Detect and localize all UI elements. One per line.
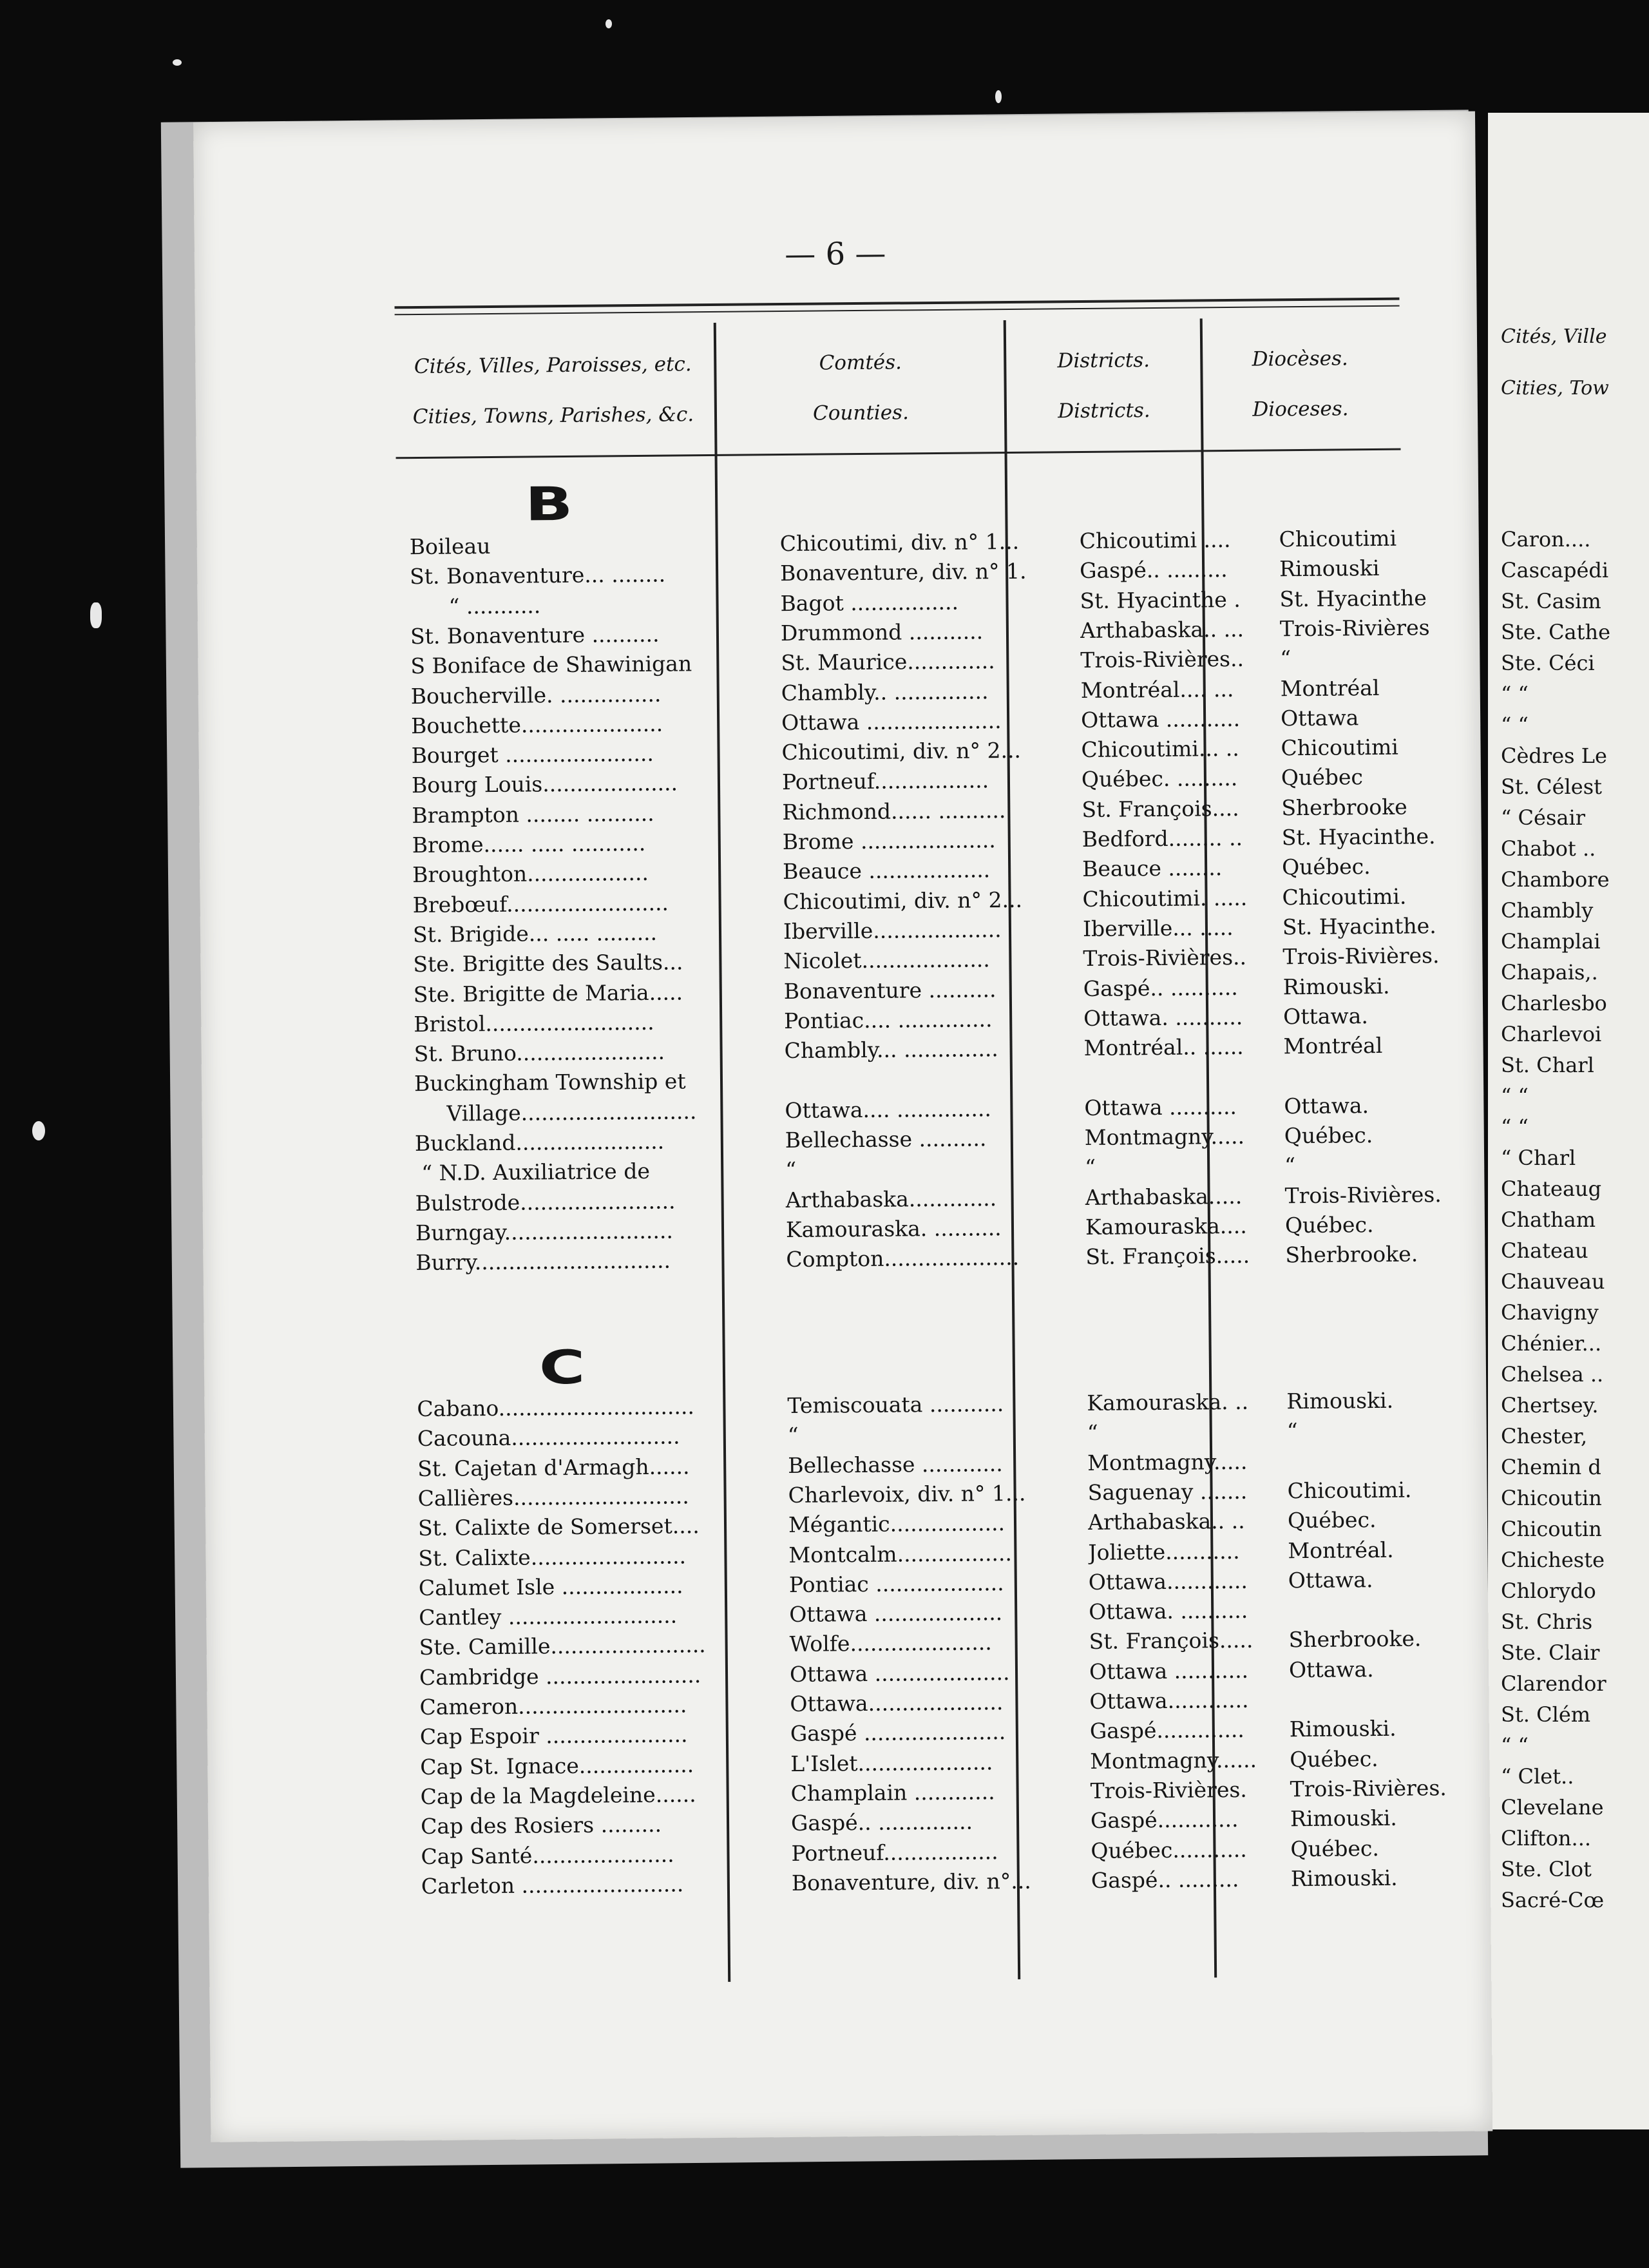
diocese-name: Montréal bbox=[1283, 1033, 1383, 1059]
county-name: Ottawa.................... bbox=[790, 1689, 1004, 1717]
facing-list-item: Chambore bbox=[1501, 867, 1610, 892]
county-name: Portneuf................. bbox=[781, 767, 989, 795]
facing-list-item: Charlevoi bbox=[1501, 1022, 1602, 1046]
column-header-fr: Cités, Villes, Paroisses, etc. bbox=[414, 352, 692, 379]
diocese-name: Québec. bbox=[1284, 1122, 1373, 1149]
facing-list-item: Chateaug bbox=[1501, 1177, 1602, 1201]
dust-speck bbox=[32, 1121, 45, 1140]
facing-list-item: Chicheste bbox=[1501, 1548, 1605, 1572]
diocese-name bbox=[1287, 1445, 1467, 1446]
county-name: Chicoutimi, div. n° 1... bbox=[779, 528, 1020, 557]
facing-column-header-fr: Cités, Ville bbox=[1501, 325, 1607, 348]
place-name: Boileau bbox=[409, 533, 491, 560]
district-name: Québec........... bbox=[1091, 1836, 1247, 1863]
place-name: Cabano............................. bbox=[417, 1394, 695, 1422]
place-name: Cameron......................... bbox=[419, 1692, 687, 1720]
diocese-name bbox=[1289, 1684, 1469, 1686]
county-name: Chicoutimi, div. n° 2... bbox=[781, 737, 1022, 765]
facing-list-item: Clarendor bbox=[1501, 1671, 1606, 1696]
facing-list-item: Chlorydo bbox=[1501, 1579, 1596, 1603]
diocese-name: Chicoutimi bbox=[1279, 525, 1397, 552]
district-name: Ottawa .......... bbox=[1084, 1093, 1237, 1120]
place-name: Cap Espoir ..................... bbox=[419, 1722, 688, 1750]
diocese-name: Sherbrooke. bbox=[1285, 1241, 1418, 1268]
facing-column-header-en: Cities, Tow bbox=[1501, 377, 1609, 399]
county-name: Kamouraska. .......... bbox=[785, 1215, 1002, 1242]
county-name: Wolfe..................... bbox=[789, 1629, 992, 1657]
county-name: Chicoutimi, div. n° 2... bbox=[783, 887, 1023, 914]
county-name: Temiscouata ........... bbox=[787, 1391, 1004, 1419]
facing-list-item: Clevelane bbox=[1501, 1795, 1604, 1820]
district-name: Québec. ......... bbox=[1081, 765, 1238, 793]
district-name: St. François.... bbox=[1082, 795, 1239, 822]
diocese-name: Chicoutimi. bbox=[1287, 1477, 1412, 1504]
district-name: Montréal.... ... bbox=[1080, 676, 1234, 703]
district-name: Ottawa ........... bbox=[1080, 706, 1241, 733]
facing-list-item: Caron.... bbox=[1501, 527, 1591, 552]
document-page bbox=[193, 111, 1492, 2142]
county-name: Ottawa .................... bbox=[781, 707, 1002, 735]
district-name: Trois-Rivières.. bbox=[1080, 646, 1244, 673]
place-name: Bourg Louis.................... bbox=[411, 770, 678, 798]
diocese-name: Rimouski. bbox=[1290, 1865, 1398, 1892]
place-name: St. Brigide... ..... ......... bbox=[412, 919, 658, 947]
diocese-name: Trois-Rivières. bbox=[1290, 1775, 1447, 1802]
diocese-name: Québec. bbox=[1290, 1745, 1378, 1772]
county-name: St. Maurice............. bbox=[781, 648, 995, 676]
diocese-name bbox=[1284, 1061, 1464, 1062]
facing-list-item: Clifton... bbox=[1501, 1826, 1592, 1850]
place-name: Ste. Camille....................... bbox=[419, 1632, 706, 1660]
place-name: “ ........... bbox=[448, 592, 541, 619]
place-name: St. Calixte de Somerset.... bbox=[417, 1513, 700, 1541]
county-name: Iberville................... bbox=[783, 916, 1002, 944]
district-name: Montréal.. ...... bbox=[1083, 1033, 1244, 1061]
facing-list-item: Chicoutin bbox=[1501, 1486, 1602, 1510]
place-name: St. Bonaventure .......... bbox=[410, 621, 660, 649]
diocese-name: Montréal bbox=[1280, 675, 1380, 701]
county-name: Bonaventure .......... bbox=[783, 976, 996, 1004]
diocese-name: Québec. bbox=[1287, 1507, 1377, 1533]
facing-list-item: “ Césair bbox=[1501, 805, 1585, 830]
place-name: Ste. Brigitte des Saults... bbox=[413, 949, 683, 977]
header-rule-bottom bbox=[396, 448, 1401, 459]
facing-list-item: “ Charl bbox=[1501, 1146, 1576, 1170]
district-name: Ottawa ........... bbox=[1089, 1657, 1249, 1684]
place-name: Brampton ........ .......... bbox=[412, 800, 654, 828]
diocese-name: Ottawa bbox=[1280, 705, 1359, 731]
place-name: Cacouna......................... bbox=[417, 1423, 680, 1452]
section-letter-b: B bbox=[524, 476, 575, 532]
county-name: Pontiac.... .............. bbox=[784, 1006, 993, 1033]
diocese-name: Ottawa. bbox=[1288, 1656, 1374, 1682]
page-number: — 6 — bbox=[785, 235, 886, 273]
place-name: Cap St. Ignace................. bbox=[420, 1751, 694, 1780]
diocese-name: Ottawa. bbox=[1284, 1092, 1369, 1119]
district-name: Ottawa............ bbox=[1089, 1687, 1249, 1714]
diocese-name: Rimouski. bbox=[1286, 1387, 1394, 1414]
district-name: St. Hyacinthe . bbox=[1080, 586, 1241, 613]
county-name: Drummond ........... bbox=[780, 619, 984, 646]
column-header-fr: Diocèses. bbox=[1252, 347, 1349, 371]
facing-list-item: Ste. Cathe bbox=[1501, 620, 1611, 644]
place-name: Callières.......................... bbox=[417, 1483, 689, 1511]
diocese-name: Chicoutimi bbox=[1281, 734, 1399, 761]
facing-list-item: Chelsea .. bbox=[1501, 1362, 1604, 1387]
place-name: St. Bruno...................... bbox=[414, 1039, 665, 1067]
district-name: Montmagny...... bbox=[1090, 1747, 1257, 1774]
place-name: S Boniface de Shawinigan bbox=[410, 651, 692, 679]
facing-list-item: Chemin d bbox=[1501, 1455, 1601, 1479]
facing-list-item: Cascapédi bbox=[1501, 558, 1609, 582]
diocese-name: “ bbox=[1280, 646, 1292, 671]
place-name: Cap de la Magdeleine...... bbox=[420, 1782, 696, 1809]
facing-list-item: Chicoutin bbox=[1501, 1517, 1602, 1541]
district-name: St. François..... bbox=[1085, 1242, 1250, 1270]
facing-list-item: Chertsey. bbox=[1501, 1393, 1599, 1418]
diocese-name: “ bbox=[1284, 1153, 1296, 1178]
dust-speck bbox=[90, 602, 102, 628]
facing-list-item: Cèdres Le bbox=[1501, 744, 1607, 768]
diocese-name: Rimouski. bbox=[1289, 1716, 1396, 1742]
facing-list-item: “ “ bbox=[1501, 1084, 1529, 1108]
county-name: Nicolet................... bbox=[783, 947, 990, 974]
facing-list-item: St. Casim bbox=[1501, 589, 1601, 613]
county-name: Beauce .................. bbox=[783, 857, 991, 885]
dust-speck bbox=[605, 19, 612, 28]
facing-list-item: St. Célest bbox=[1501, 774, 1602, 799]
place-name: Village.......................... bbox=[446, 1098, 697, 1126]
district-name: Gaspé.. ......... bbox=[1079, 557, 1228, 584]
county-name: Bellechasse .......... bbox=[785, 1126, 987, 1153]
place-name: Carleton ........................ bbox=[421, 1871, 684, 1899]
diocese-name bbox=[1288, 1595, 1469, 1596]
district-name: “ bbox=[1087, 1420, 1098, 1446]
county-name: Arthabaska............. bbox=[785, 1185, 997, 1213]
facing-list-item: St. Clém bbox=[1501, 1702, 1591, 1727]
facing-list-item: Chabot .. bbox=[1501, 836, 1596, 861]
place-name: Brebœuf........................ bbox=[412, 890, 669, 918]
diocese-name: Rimouski. bbox=[1282, 973, 1390, 999]
district-name: Montmagny..... bbox=[1084, 1123, 1245, 1150]
facing-list-item: Champlai bbox=[1501, 929, 1601, 954]
column-header-en: Dioceses. bbox=[1252, 397, 1349, 421]
facing-list-item: Chénier... bbox=[1501, 1331, 1602, 1356]
district-name: Kamouraska. .. bbox=[1087, 1389, 1249, 1416]
column-header-diocese bbox=[1203, 333, 1397, 436]
facing-list-item: “ “ bbox=[1501, 682, 1529, 706]
district-name: Beauce ........ bbox=[1082, 855, 1223, 882]
diocese-name: Ottawa. bbox=[1283, 1003, 1369, 1030]
county-name: Ottawa.... .............. bbox=[785, 1095, 992, 1123]
county-name: Gaspé ..................... bbox=[790, 1719, 1006, 1747]
facing-list-item: Chauveau bbox=[1501, 1269, 1605, 1294]
district-name: Chicoutimi .... bbox=[1079, 526, 1231, 554]
district-name: Gaspé............. bbox=[1089, 1717, 1245, 1744]
district-name: Joliette........... bbox=[1088, 1538, 1240, 1565]
place-name: Calumet Isle .................. bbox=[418, 1573, 683, 1600]
section-letter-c: C bbox=[539, 1340, 587, 1395]
place-name: St. Cajetan d'Armagh...... bbox=[417, 1453, 690, 1481]
county-name: Gaspé.. .............. bbox=[790, 1809, 973, 1836]
facing-list-item: Sacré-Cœ bbox=[1501, 1888, 1605, 1912]
facing-list-item: Chambly bbox=[1501, 898, 1594, 923]
county-name: Montcalm................. bbox=[788, 1540, 1013, 1568]
county-name: Chambly... .............. bbox=[784, 1036, 998, 1064]
facing-list-item: Chatham bbox=[1501, 1207, 1596, 1232]
district-name: Bedford........ .. bbox=[1082, 825, 1243, 852]
facing-list-item: “ “ bbox=[1501, 713, 1529, 737]
diocese-name: Sherbrooke. bbox=[1288, 1626, 1422, 1653]
diocese-name: Québec. bbox=[1284, 1211, 1374, 1238]
county-name: Bellechasse ............ bbox=[788, 1450, 1003, 1478]
column-header-en: Districts. bbox=[1058, 399, 1150, 423]
district-name: Kamouraska.... bbox=[1085, 1213, 1247, 1240]
facing-list-item: Ste. Clot bbox=[1501, 1857, 1592, 1881]
county-name: “ bbox=[785, 1157, 797, 1183]
county-name: “ bbox=[787, 1423, 799, 1448]
district-name: Arthabaska.. ... bbox=[1080, 616, 1244, 643]
county-name: Mégantic................. bbox=[788, 1510, 1006, 1538]
district-name: Iberville... ..... bbox=[1082, 914, 1234, 941]
district-name: St. François..... bbox=[1089, 1628, 1253, 1655]
column-header-en: Counties. bbox=[812, 401, 910, 425]
district-name: Gaspé.. ......... bbox=[1091, 1866, 1239, 1893]
county-name: Richmond...... .......... bbox=[782, 797, 1006, 825]
place-name: Bouchette..................... bbox=[411, 711, 663, 738]
place-name: Cap Santé..................... bbox=[421, 1841, 674, 1869]
place-name: Bourget ...................... bbox=[411, 740, 654, 769]
facing-list-item: Chapais,. bbox=[1501, 960, 1598, 985]
diocese-name: Montréal. bbox=[1288, 1537, 1394, 1563]
county-name: Charlevoix, div. n° 1... bbox=[788, 1480, 1026, 1508]
diocese-name: Rimouski bbox=[1279, 555, 1380, 582]
diocese-name: Trois-Rivières. bbox=[1284, 1181, 1442, 1208]
place-name: Bulstrode....................... bbox=[415, 1188, 676, 1216]
diocese-name: Sherbrooke bbox=[1281, 794, 1407, 820]
facing-list-item: “ Clet.. bbox=[1501, 1764, 1574, 1789]
county-name: Portneuf................. bbox=[791, 1838, 998, 1866]
diocese-name: Québec. bbox=[1281, 854, 1371, 880]
place-name: Buckingham Township et bbox=[414, 1068, 686, 1097]
diocese-name: Chicoutimi. bbox=[1282, 883, 1407, 910]
place-name: St. Bonaventure... ........ bbox=[409, 561, 666, 590]
place-name: Burngay......................... bbox=[415, 1218, 674, 1245]
place-name: Broughton.................. bbox=[412, 860, 649, 888]
district-name: Chicoutimi... .. bbox=[1081, 735, 1239, 763]
diocese-name: Ottawa. bbox=[1288, 1566, 1373, 1593]
column-header-district bbox=[1007, 334, 1201, 437]
diocese-name: St. Hyacinthe. bbox=[1282, 913, 1436, 940]
diocese-name: Trois-Rivières bbox=[1279, 615, 1430, 642]
diocese-name: “ bbox=[1286, 1418, 1298, 1444]
district-name bbox=[1084, 1062, 1271, 1064]
place-name: Burry............................. bbox=[415, 1247, 671, 1276]
district-name: Ottawa. .......... bbox=[1089, 1597, 1248, 1625]
district-name: Trois-Rivières.. bbox=[1083, 944, 1247, 972]
county-name: Champlain ............ bbox=[790, 1779, 995, 1806]
district-name: Ottawa. .......... bbox=[1083, 1004, 1243, 1031]
county-name: Ottawa .................... bbox=[789, 1659, 1010, 1687]
place-name: “ N.D. Auxiliatrice de bbox=[421, 1158, 651, 1186]
county-name: L'Islet.................... bbox=[790, 1749, 993, 1776]
district-name: Arthabaska.. .. bbox=[1087, 1508, 1245, 1535]
facing-list-item: Ste. Céci bbox=[1501, 651, 1595, 675]
facing-list-item: “ “ bbox=[1501, 1733, 1529, 1758]
diocese-name: Québec. bbox=[1290, 1835, 1380, 1861]
facing-list-item: Chester, bbox=[1501, 1424, 1588, 1448]
facing-list-item: St. Charl bbox=[1501, 1053, 1594, 1077]
place-name: Bristol......................... bbox=[414, 1009, 654, 1037]
district-name: Ottawa............ bbox=[1088, 1568, 1248, 1595]
district-name: Chicoutimi. ..... bbox=[1082, 885, 1248, 912]
place-name: Boucherville. ............... bbox=[410, 681, 662, 709]
dust-speck bbox=[995, 90, 1002, 103]
diocese-name: Rimouski. bbox=[1290, 1805, 1398, 1832]
district-name: Arthabaska..... bbox=[1085, 1183, 1243, 1210]
diocese-name: St. Hyacinthe bbox=[1279, 584, 1427, 611]
district-name: Gaspé.. .......... bbox=[1083, 974, 1238, 1001]
column-header-fr: Comtés. bbox=[819, 351, 902, 375]
diocese-name: Trois-Rivières. bbox=[1282, 943, 1440, 970]
column-header-en: Cities, Towns, Parishes, &c. bbox=[412, 403, 694, 429]
diocese-name: St. Hyacinthe. bbox=[1281, 823, 1436, 850]
county-name: Ottawa ................... bbox=[789, 1600, 1003, 1628]
column-header-fr: Districts. bbox=[1057, 349, 1150, 373]
place-name: St. Calixte....................... bbox=[418, 1542, 687, 1571]
column-header-place bbox=[395, 339, 711, 442]
place-name: Ste. Brigitte de Maria..... bbox=[413, 979, 683, 1007]
district-name: Trois-Rivières. bbox=[1090, 1776, 1247, 1803]
facing-list-item: Chateau bbox=[1501, 1238, 1588, 1263]
diocese-name: Québec bbox=[1281, 764, 1364, 791]
place-name: Buckland...................... bbox=[414, 1128, 665, 1157]
place-name: Cantley ......................... bbox=[419, 1602, 678, 1631]
county-name: Bonaventure, div. n°... bbox=[791, 1868, 1031, 1896]
district-name: Saguenay ....... bbox=[1087, 1478, 1248, 1505]
place-name: Cap des Rosiers ......... bbox=[420, 1811, 662, 1840]
county-name: Brome .................... bbox=[782, 827, 996, 855]
place-name: Brome...... ..... ........... bbox=[412, 830, 646, 858]
facing-list-item: Charlesbo bbox=[1501, 991, 1607, 1015]
facing-list-item: Chavigny bbox=[1501, 1300, 1599, 1325]
county-name: Pontiac ................... bbox=[788, 1570, 1004, 1597]
facing-list-item: “ “ bbox=[1501, 1115, 1529, 1139]
county-name: Chambly.. .............. bbox=[781, 678, 989, 706]
dust-speck bbox=[173, 59, 182, 66]
county-name: Bagot ................ bbox=[780, 589, 959, 616]
county-name: Compton.................... bbox=[786, 1245, 1020, 1273]
facing-list-item: Ste. Clair bbox=[1501, 1640, 1600, 1665]
district-name: Montmagny..... bbox=[1087, 1448, 1248, 1475]
county-name: Bonaventure, div. n° 1. bbox=[779, 559, 1027, 586]
district-name: “ bbox=[1085, 1155, 1096, 1180]
facing-list-item: St. Chris bbox=[1501, 1610, 1593, 1634]
district-name: Gaspé............ bbox=[1090, 1807, 1239, 1834]
place-name: Cambridge ....................... bbox=[419, 1662, 701, 1690]
column-header-county bbox=[717, 336, 1004, 439]
